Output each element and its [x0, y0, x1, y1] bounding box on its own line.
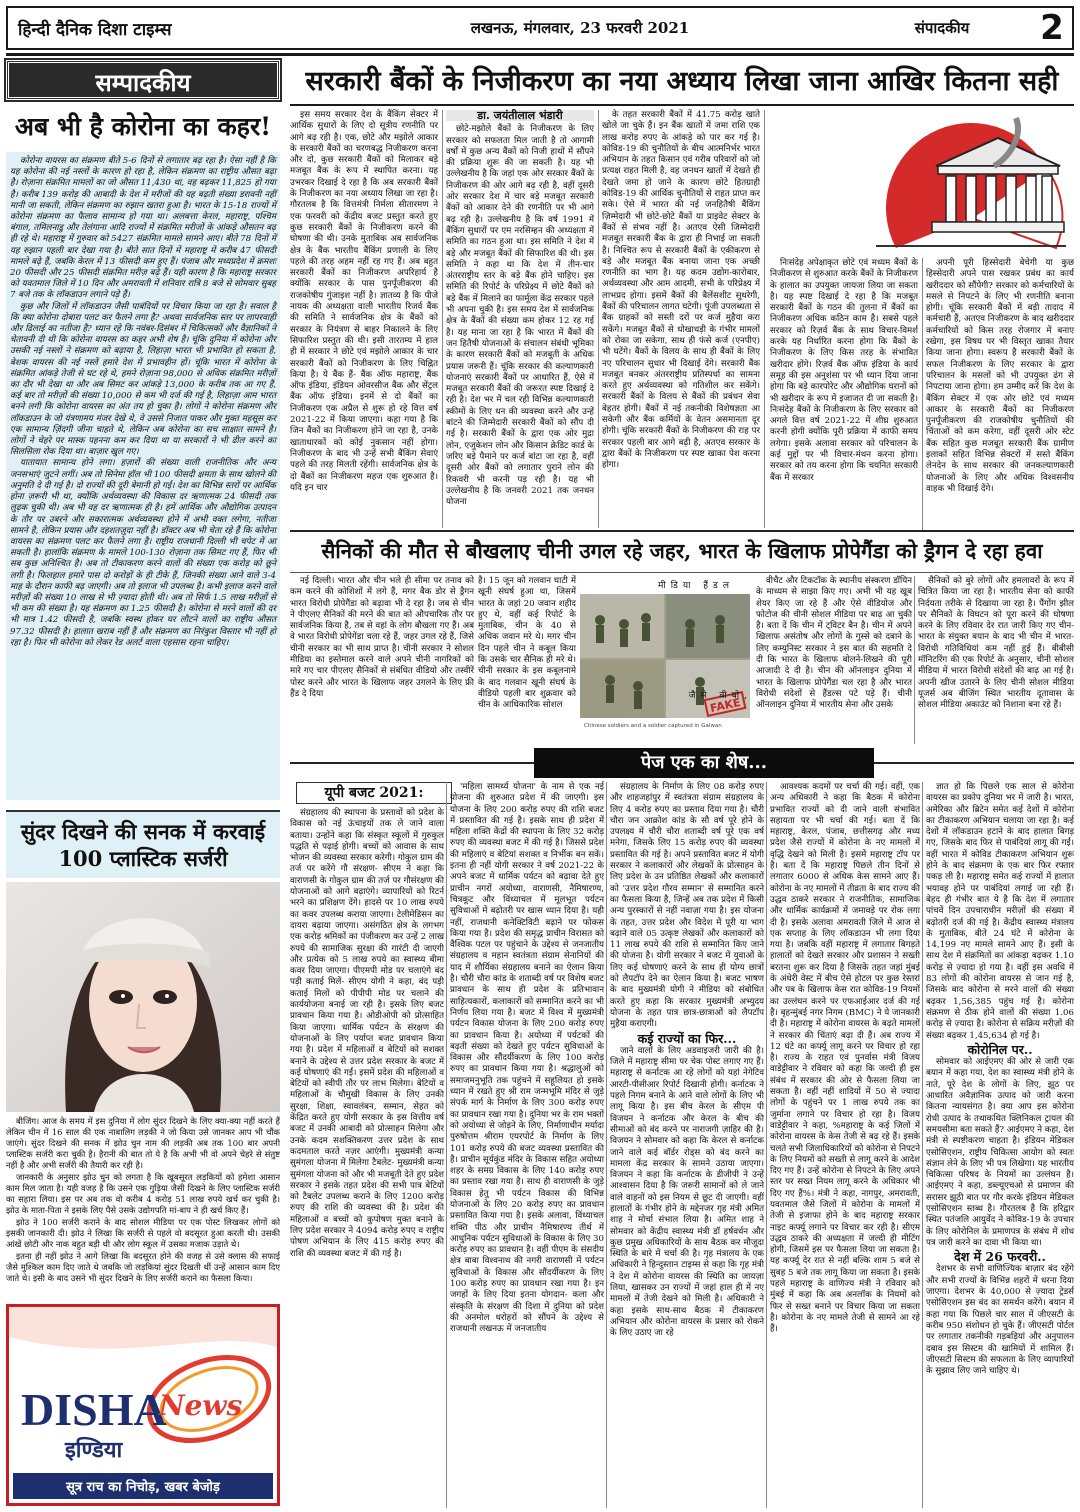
china-headline: सैनिकों की मौत से बौखलाए चीनी उगल रहे जहर, भारत के खिलाफ प्रोपेगैंडा को ड्रैगन दे रहा हवा [321, 539, 1043, 563]
budget-col-1-text: संग्रहालय की स्थापना के प्रस्तावों को प्रदेश के विकास को नई ऊंचाइयों तक ले जाने वाला बताया। उन्होंने कहा कि संस्कृत स्कूलों में गुरुकुल पद्धति से पढ़ाई होगी। बच्चों को आवास के साथ भोजन की व्यवस्था सरकार करेगी। गोकुल ग्राम की तर्ज पर करेंगे गौ संरक्षण- सीएम ने कहा कि वाराणसी के गोकुल ग्राम की तर्ज पर गौसंरक्षण की योजनाओं को आगे बढ़ाएंगे। व्यापारियों को रिटर्न भरने का प्रशिक्षण देंगे। हादसे पर 10 लाख रुपये का कवर उपलब्ध कराया जाएगा। टेलीमेडिसन का दायरा बढ़ाया जाएगा। असंगठित क्षेत्र के लगभग एक करोड़ श्रमिकों का पंजीकरण कर उन्हें 2 लाख रुपये की सामाजिक सुरक्षा की गारंटी दी जाएगी और प्रत्येक को 5 लाख रुपये का स्वास्थ्य बीमा कवर दिया जाएगा। पीएमपी मोड पर चलाएंगे बंद पड़ी कताई मिलें- सीएम योगी ने कहा, बंद पड़ी कताई मिलों को पीपीपी मोड पर चलाने की कार्ययोजना बनाई जा रही है। इसके लिए बजट प्रावधान किया गया है। ओडीओपी को प्रोत्साहित किया जाएगा। धार्मिक पर्यटन के संरक्षण की योजनाओं के लिए पर्याप्त बजट प्रावधान किया गया है। प्रदेश में महिलाओं व बेटियों को सशक्त बनाने के उद्देश्य से उत्तर प्रदेश सरकार के बजट में कई घोषणाएं की गईं। इसमें प्रदेश की महिलाओं व बेटियों को स्वीपी तौर पर लाभ मिलेगा। बेटियों व महिलाओं के चौमुखी विकास के लिए उनकी सुरक्षा, शिक्षा, स्वावलंबन, सम्मान, सेहत को केंद्रित करते हुए योगी सरकार के इस वित्तीय वर्ष बजट में उनकी आबादी को प्रोत्साहन मिलेगा और उनके कदम सशक्तिकरण उत्तर प्रदेश के साथ कदमताल करते नज़र आएंगी। मुख्यमंत्री कन्या सुमंगला योजना में मिलेगा टैबलेट- मुख्यमंत्री कन्या सुमंगला योजना को और भी मजबूती देते हुए प्रदेश सरकार ने इसके तहत प्रदेश की सभी पात्र बेटियों को टैबलेट उपलब्ध कराने के लिए 1200 करोड़ रुपए की राशि की व्यवस्था की है। प्रदेश की महिलाओं व बच्चों को कुपोषण मुक्त बनाने के लिए प्रदेश सरकार ने 4094 करोड़ रुपए व राष्ट्रीय पोषण अभियान के लिए 415 करोड़ रुपए की राशि की व्यवस्था बजट में की गई है। [290, 808, 444, 1259]
budget-col-2-text: 'महिला सामर्थ्य योजना' के नाम से एक नई योजना की शुरुआत प्रदेश में की जाएगी। इस योजना के लिए 200 करोड़ रुपए की राशि बजट में प्रस्तावित की गई है। इसके साथ ही प्रदेश में महिला शक्ति केंद्रों की स्थापना के लिए 32 करोड़ रुपए की व्यवस्था बजट में की गई है। जिससे प्रदेश की महिलाएं व बेटियां सशक्त व निर्भीक बन सकें। इतना ही नहीं योगी सरकार ने वर्ष 2021-22 के अपने बजट में धार्मिक पर्यटन को बढ़ावा देते हुए प्राचीन नगरों अयोध्या, वाराणसी, नैमिषारण्य, चित्रकूट और विंध्याचल में मूलभूत पर्यटन सुविधाओं में बढ़ोतरी पर खास ध्यान दिया है। यही नहीं, राजधानी कनेक्टिविटी बढ़ाने पर फोकस किया गया है। प्रदेश की समृद्ध प्राचीन विरासत को वैश्विक पटल पर पहुंचाने के उद्देश्य से जनजातीय संग्रहालय व महान स्वतंत्रता संग्राम सेनानियों की याद में शौर्यिका संग्रहालय बनाने का ऐलान किया है। चौरी चौरा कांड के शताब्दी वर्ष पर विशेष बजट प्रावधान के साथ ही प्रदेश के प्रतिभावान साहित्यकारों, कलाकारों को सम्मानित करने का भी निर्णय लिया गया है। बजट में विश्व में मुख्यमंत्री पर्यटन विकास योजना के लिए 200 करोड़ रुपए का प्रावधान किया है। अयोध्या में पर्यटकों की बढ़ती संख्या को देखते हुए पर्यटन सुविधाओं के विकास और सौंदर्यीकरण के लिए 100 करोड़ रुपए का प्रावधान किया गया है। श्रद्धालुओं को समाजमनुभूति तक पहुंचने में सहूलियत हो इसके ध्यान में रखते हुए श्री राम जन्मभूमि मंदिर से जुड़े संपर्क मार्ग के निर्माण के लिए 300 करोड़ रुपए का प्रावधान रखा गया है। दुनिया भर के राम भक्तों को अयोध्या से जोड़ने के लिए, निर्माणाधीन मर्यादा पुरुषोत्तम श्रीराम एयरपोर्ट के निर्माण के लिए 101 करोड़ रुपये की बजट व्यवस्था प्रस्तावित की है। प्राचीन सूर्यकुंड मंदिर के विकास सहित अयोध्या शहर के समग्र विकास के लिए 140 करोड़ रुपए का प्रस्ताव रखा गया है। साथ ही वाराणसी के जुड़े विकास हेतु भी पर्यटन विकास की विभिन्न योजनाओं के लिए 20 करोड़ रुपए का प्रावधान प्रस्तावित किया गया है। इसके अलावा, विंध्याचल शक्ति पीठ और प्राचीन नैमिषारण्य तीर्थ में आधुनिक पर्यटन सुविधाओं के विकास के लिए 30 करोड़ रुपए का प्रावधान है। वहीं पीएम के संसदीय क्षेत्र बाबा विश्वनाथ की नगरी वाराणसी में पर्यटन सुविधाओं के विकास और सौंदर्यीकरण के लिए 100 करोड़ रुपए का प्रावधान रखा गया है। इन जगहों के लिए दिया इतना योगदान- कला और संस्कृति के संरक्षण की दिशा में दुनिया को प्रदेश की अनमोल धरोहरों को सौंपने के उद्देश्य से राजधानी लखनऊ में जनजातीय [450, 782, 604, 1335]
byline: डा. जयंतीलाल भंडारी [446, 110, 594, 121]
budget-col-1 [290, 808, 444, 1508]
woman-portrait-image [6, 882, 280, 1112]
bank-col-3 [602, 110, 760, 528]
continuation-label: पेज एक का शेष... [534, 748, 874, 778]
china-col-1-text: नई दिल्ली। भारत और चीन भले ही सीमा पर तनाव को कम करने की कोशिशों में लगे हैं, मगर बैक डोर से ड्रैगन भारत विरोधी प्रोपेगैंडा को बढ़ावा भी दे रहा है। जब से चीन ने पीएलए सैनिकों की मरने की बात को औपचारिक तौर पर सार्वजनिक किया है, तब से वहां के लोग बौखला गए हैं। अब वे भारत विरोधी प्रोपेगेंडा चला रहे हैं, जहर उगल रहे हैं, जिसे चीनी सरकार का भी साथ प्राप्त है। चीनी सरकार ने सोशल मीडिया का इस्तेमाल करने वाले अपने चीनी नागरिकों को मारे गए चार पीएलए सैनिकों से संबंधित वीडियो और तस्वीरें पोस्ट करने और भारत के खिलाफ जहर उगलने के लिए फ्री हैंड दे दिया [290, 576, 474, 699]
china-soldiers-photo [580, 594, 750, 730]
surgery-paragraph: बीजिंग। आज के समय में इस दुनिया में लोग सुंदर दिखने के लिए क्या-क्या नहीं करते हैं लेकिन चीन में 16 साल की एक नाबालिग लड़की ने जो किया उसे जानकर आप भी चौंक जाएंगे। सुंदर दिखने की सनक में झोउ चुन नाम की लड़की अब तक 100 बार अपनी प्लास्टिक सर्जरी करा चुकी है। हैरानी की बात तो ये है कि अभी भी वो अपने चेहरे से संतुष्ट नहीं है और अभी सर्जरी की तैयारी कर रही है। [6, 1116, 280, 1170]
fake-stamp: FAKE [708, 695, 742, 716]
editorial-paragraph: कुछ और जिलों में लॉकडाउन जैसी पाबंदियों पर विचार किया जा रहा है। सवाल है कि क्या कोरोना दोबारा पलट कर फैलने लगा है? अथवा सार्वजनिक स्तर पर लापरवाही और ढिलाई का नतीजा है? ध्यान रहे कि नवंबर-दिसंबर में चिकित्सकों और वैज्ञानिकों ने चेतावनी दी थी कि कोरोना वायरस का कहर अभी शेष है। चूंकि दुनिया में कोरोना और उसकी नई नस्लों ने संक्रमण को बढ़ाया है, लिहाज़ा भारत भी प्रभावित हो सकता है, बेशक वायरस की नई नस्लें हमारे देश में प्रभावहीन हों। चूंकि भारत में कोरोना के संक्रमित आंकड़े तेजी से घट रहे थे, हमने रोज़ाना 98,000 से अधिक संक्रमित मरीज़ों का दौर भी देखा था और अब सिमट कर आंकड़े 13,000 के करीब तक आ गए हैं, कई बार तो मरीज़ों की संख्या 10,000 से कम भी दर्ज की गई है, लिहाज़ा आम भारत बनने लगी कि कोरोना वायरस का अंत तय हो चुका है। लोगों ने कोरोना संक्रमण और लॉकडाउन के जो यंत्रणामय मंजर देखे थे, वे उससे निजात पाकर और मुक्त महसूस कर एक सामान्य ज़िंदगी जीना चाहते थे, लेकिन अब कोरोना का सच साक्षात सामने है। लोगों ने चेहरे पर मास्क पहनना कम कर दिया था या सरकारों ने भी ढील करने का सिलसिला रोक दिया था। बाज़ार खुल गए। [10, 301, 276, 458]
china-col-2-top [478, 576, 576, 711]
page-number: 2 [1040, 8, 1064, 48]
editorial-body [6, 152, 280, 800]
budget-col-2 [450, 782, 604, 1508]
bank-col-5-text: अपनी पूरी हिस्सेदारी बेचेगी या कुछ हिस्सेदारी अपने पास रखकर प्रबंध का कार्य खरीददार को सौंपेगी? सरकार को कर्मचारियों के मसले से निपटने के लिए भी रणनीति बनाना होगी। चूंकि सरकारी बैंकों में बड़ी तादाद में कर्मचारी हैं, अतएव निजीकरण के बाद खरीददार कर्मचारियों को किस तरह रोजगार में बनाए रखेगा, इस विषय पर भी विस्तृत खाका तैयार किया जाना होगा। स्वरूप है सरकारी बैंकों के सफल निजीकरण के लिए सरकार के द्वारा परिचालन के मसलों को भी उपयुक्त ढंग से निपटाया जाना होगा। हम उम्मीद करें कि देश के बैंकिंग सेक्टर में एक ओर छोटे एवं मध्यम आकार के सरकारी बैंकों का निजीकरण पुनर्पूंजीकरण की राजकोषीय चुनौतियों की चिंताओं को कम करेगा, वहीं दूसरी ओर स्टेट बैंक सहित कुछ मजबूत सरकारी बैंक ग्रामीण इलाकों सहित विभिन्न सेक्टरों में सस्ते बैंकिंग लेनदेन के साथ सरकार की जनकल्याणकारी योजनाओं के लिए और अधिक विश्वसनीय वाहक भी दिखाई देंगे। [926, 258, 1074, 494]
continuation-band [290, 748, 1074, 778]
column-rule [922, 782, 923, 1508]
column-rule [766, 782, 767, 1508]
china-col-2-text: है। 15 जून को गलवान घाटी में खूनी संघर्ष हुआ था, जिसमें भारत के जहां 20 जवान शहीद हुए थे, वहीं कई रिपोर्ट के मुताबिक, चीन के 40 से अधिक जवान मरे थे। मगर चीन दिन पहले चीन ने कबूल किया कि उसके चार सैनिक ही मरे थे। चीनी सरकार के इस कबूलनामे के बाद गलवान खूनी संघर्ष के वीडियो पहली बार शुक्रवार को चीन के आधिकारिक सोशल [478, 576, 576, 711]
dateline: लखनऊ, मंगलवार, 23 फरवरी 2021 [470, 19, 690, 37]
ad-subtitle: इण्डिया [65, 1438, 123, 1463]
ad-brand-script: News [159, 1389, 243, 1422]
column-rule [446, 782, 447, 1508]
ad-tagline: सूत्र राच का निचोड़, खबर बेजोड़ [66, 1480, 220, 1495]
surgery-paragraph: झोउ ने 100 सर्जरी कराने के बाद सोशल मीडिया पर एक पोस्ट लिखकर लोगों को इसकी जानकारी दी। झोउ ने लिखा कि सर्जरी से पहले वो बदसूरत हुआ करती थी। उसकी आंखें छोटी और नाक बहुत बड़ी थी और लोग स्कूल में उसका मजाक उड़ाते थे। [6, 1217, 280, 1249]
budget-col-3 [610, 782, 764, 1508]
bank-col-2 [446, 110, 594, 528]
main-headline-rule [290, 104, 1074, 106]
budget-col-4-text: आवश्यक कदमों पर चर्चा की गई। वहीं, एक अन्य अधिकारी ने कहा कि बैठक में कोरोना प्रभावित राज्यों को दी जाने वाली संभावित सहायता पर भी चर्चा की गई। बता दें कि महाराष्ट्र, केरल, पंजाब, छत्तीसगढ़ और मध्य प्रदेश जैसे राज्यों में कोरोना के नए मामलों में वृद्धि देखने को मिली है। इसमें महाराष्ट्र टॉप पर है। बता दें कि महाराष्ट्र पिछले तीन दिनों से लगातार 6000 से अधिक केस सामने आए हैं। कोरोना के नए मामलों में तीव्रता के बाद राज्य की उद्धव ठाकरे सरकार ने राजनीतिक, सामाजिक और धार्मिक कार्यक्रमों में जमावड़े पर रोक लगा दी है। इसके अलावा अमरावती जिले में आज से एक सप्ताह के लिए लॉकडाउन भी लगा दिया गया है। जबकि वहीं महाराष्ट्र में लगातार बिगड़ते हालातों को देखते सरकार और प्रशासन ने सख्ती बरतना शुरू कर दिया है जिसके तहत जहां मुंबई के अंधेरी वेस्ट में बीच ऐसे होटल पर कुछ रेस्तरां और पब के खिलाफ केस रात कोविड-19 नियमों का उल्लंघन करने पर एफआईआर दर्ज की गई है। बृहन्मुंबई नगर निगम (BMC) ने ये जानकारी दी है। महाराष्ट्र में कोरोना वायरस के बढ़ते मामलों ने सरकार की चिंताएं बढ़ा दी हैं। अब राज्य में 12 घंटे का कर्फ्यू लागू करने पर विचार हो रहा है। राज्य के राहत एवं पुनर्वास मंत्री विजय वाडेट्टीवार ने रविवार को कहा कि जल्दी ही इस संबंध में सरकार की ओर से फैसला लिया जा सकता है। वहीं नहीं शादियों में 50 से ज्यादा लोगों के पहुंचने पर 1 लाख रुपये तक का जुर्माना लगाने पर विचार हो रहा है। विजय वाडेट्टीवार ने कहा, %महाराष्ट्र के कई जिलों में कोरोना वायरस के केस तेजी से बढ़ रहे हैं। इसके चलते सभी जिलाधिकारियों को कोरोना से निपटने के लिए नियमों को सख्ती से लागू करने के आदेश दिए गए हैं। उन्हें कोरोना से निपटने के लिए अपने स्तर पर सख्त नियम लागू करने के अधिकार भी दिए गए हैं%। मंत्री ने कहा, नागपुर, अमरावती, यवतमाल जैसे जिलों में कोरोना के मामलों में तेजी से इजाफा होने के बाद महाराष्ट्र सरकार नाइट कर्फ्यू लगाने पर विचार कर रही है। सीएम उद्धव ठाकरे की अध्यक्षता में जल्दी ही मीटिंग होगी, जिसमें इस पर फैसला लिया जा सकता है। यह कर्फ्यू देर रात से नहीं बल्कि शाम 5 बजे से सुबह 5 बजे तक लागू किया जा सकता है। इसके पहले महाराष्ट्र के वाणिज्य मंत्री ने रविवार को मुंबई में कहा कि अब अनलॉक के नियमों को फिर से सख्त बनाने पर विचार किया जा सकता है। कोरोना के नए मामले तेजी से सामने आ रहे हैं। [770, 782, 920, 1335]
bank-col-5 [926, 258, 1074, 530]
left-column [6, 60, 280, 1506]
coronil-subhead: कोरोनिल पर.. [967, 1041, 1033, 1057]
budget-col-4 [770, 782, 920, 1508]
bank-col-1 [290, 110, 438, 528]
bank-col-1-text: इस समय सरकार देश के बैंकिंग सेक्टर में आर्थिक सुधारों के लिए दो सूत्रीय रणनीति पर आगे बढ़ रही है। एक, छोटे और मझोले आकार के सरकारी बैंकों का चरणबद्ध निजीकरण करना और दो, कुछ सरकारी बैंकों को मिलाकर बड़े मजबूत बैंक के रूप में स्थापित करना। यह उभरकर दिखाई दे रहा है कि अब सरकारी बैंकों के निजीकरण का नया अध्याय लिखा जा रहा है। गौरतलब है कि वित्तमंत्री निर्मला सीतारमण ने एक फरवरी को केंद्रीय बजट प्रस्तुत करते हुए कुछ सरकारी बैंकों के निजीकरण करने की घोषणा की थी। उनके मुताबिक अब सार्वजनिक क्षेत्र के बैंक भारतीय बैंकिंग प्रणाली के लिए पहले की तरह अहम नहीं रह गए हैं। अब बहुत सरकारी बैंकों का निजीकरण अपरिहार्य है क्योंकि सरकार के पास पुनर्पूंजीकरण की राजकोषीय गुंजाइश नहीं है। ज्ञातव्य है कि पीजे नायक की अध्यक्षता वाली भारतीय रिजर्व बैंक की समिति ने सार्वजनिक क्षेत्र के बैंकों को सरकार के नियंत्रण से बाहर निकालने के लिए सिफारिश प्रस्तुत की थी। इसी तारतम्य में हाल ही में सरकार ने छोटे एवं मझोले आकार के चार सरकारी बैंकों को निजीकरण के लिए चिह्नित किया है। ये बैंक हैं- बैंक ऑफ महाराष्ट्र, बैंक ऑफ इंडिया, इंडियन ओवरसीज बैंक और सेंट्रल बैंक ऑफ इंडिया। इनमें से दो बैंकों का निजीकरण एक अप्रैल से शुरू हो रहे वित्त वर्ष 2021-22 में किया जाएगा। कहा गया है कि जिन बैंकों का निजीकरण होने जा रहा है, उनके खाताधारकों को कोई नुकसान नहीं होगा। निजीकरण के बाद भी उन्हें सभी बैंकिंग सेवाएं पहले की तरह मिलती रहेंगी। सार्वजनिक क्षेत्र के दो बैंकों का निजीकरण महज एक शुरुआत है। यदि इन चार [290, 110, 438, 493]
section-rule [290, 572, 1074, 573]
editorial-paragraph: यातायात सामान्य होने लगा। हज़ारों की संख्या वाली राजनीतिक और अन्य जनसभाएं जुटने लगीं। अब तो सिनेमा हॉल भी 100 फीसदी क्षमता के साथ खोलने की अनुमति दे दी गई है। दो राज्यों की दूरी बेमानी हो गई। देश का विभिन्न स्तरों पर आर्थिक होना ज़रूरी भी था, क्योंकि अर्थव्यवस्था की विकास दर ऋणात्मक 24 फीसदी तक लुढ़क चुकी थी। अब भी वह दर ऋणात्मक ही है। हमें आर्थिक और औद्योगिक उत्पादन के तौर पर उबरने और सकारात्मक अर्थव्यवस्था होने में अभी वक्त लगेगा, नतीजा सामने है, लेकिन प्रयास और दहशतज़ुदा नहीं है। डॉक्टर अब भी चेता रहे हैं कि कोरोना वायरस का संक्रमण पलट कर फैलने लगा है। राष्ट्रीय राजधानी दिल्ली भी चपेट में आ सकती है। हालांकि संक्रमण के मामले 100-130 रोज़ाना तक सिमट गए हैं, फिर भी सब कुछ अनिश्चित है। अब तो टीकाकरण करने वालों की संख्या एक करोड़ को छूने लगी है। फिलहाल हमारे पास दो करोड़ों के ही टीके हैं, जिनकी संख्या आने वाले 3-4 माह के दौरान काफी बढ़ जाएगी। अब तो इलाज भी उपलब्ध है। कभी इलाज करने वाले मरीज़ों की संख्या 10 लाख से भी ज़्यादा होती थी। अब तो सिर्फ 1.5 लाख मरीज़ों से भी कम की संख्या है। यह संक्रमण का 1.25 फीसदी है। कोरोना से मरने वालों की दर भी मात्र 1.42 फीसदी है, जबकि स्वस्थ होकर घर लौटने वालों का राष्ट्रीय औसत 97.32 फीसदी है। हालात खराब नहीं हैं और संक्रमण का निरंकुश विस्तार भी नहीं हो रहा है। फिर भी कोरोना को लेकर रेड अलर्ट वाला एहसास रहना चाहिए। [10, 458, 276, 648]
budget-col-3b-text: जाने वालों के लिए अडवाइजरी जारी की है। जिले में महाराष्ट्र सीमा पर चेक पोस्ट लगाए गए हैं। महाराष्ट्र से कर्नाटक आ रहे लोगों को यहां नेगेटिव आरटी-पीसीआर रिपोर्ट दिखानी होगी। कर्नाटक ने पहले निगम बनाने के आने वाले लोगों के लिए भी लागू किया है। इस बीच केरल के सीएम पी विजयन ने कर्नाटक और केरल के बीच की सीमाओं को बंद करने पर नाराजगी ज़ाहिर की है। विजयन ने सोमवार को कहा कि केरल से कर्नाटक जाने वाले कई बॉर्डर रोड्स को बंद करने का मामला केंद्र सरकार के सामने उठाया जाएगा। विजयन ने कहा कि कर्नाटक के डीजीपी ने उन्हें आश्वासन दिया है कि जरूरी सामानों को ले जाने वाले वाहनों को इस नियम से छूट दी जाएगी। वहीं हालातों के गंभीर होने के मद्देनजर गृह मंत्री अमित शाह ने मोर्चा संभाल लिया है। अमित शाह ने सोमवार को केंद्रीय स्वास्थ्य मंत्री डॉ हर्षवर्धन और कुछ प्रमुख अधिकारियों के साथ बैठक कर मौजूदा स्थिति के बारे में चर्चा की है। गृह मंत्रालय के एक अधिकारी ने हिन्दुस्तान टाइम्स से कहा कि गृह मंत्री ने देश में कोरोना वायरस की स्थिति का जायज़ा लिया, खासकर उन राज्यों में जहां हाल ही में नए मामलों में तेजी देखने को मिली है। अधिकारी ने कहा इसके साथ-साथ बैठक में टीकाकरण अभियान और कोरोना वायरस के प्रसार को रोकने के लिए उठाए जा रहे [610, 1045, 764, 1339]
paper-name: हिन्दी दैनिक दिशा टाइम्स [18, 19, 172, 40]
surgery-paragraph: इतना ही नहीं झोउ ने आगे लिखा कि बदसूरत होने की वजह से उसे क्लास की सफाई जैसे मुश्किल काम दिए जाते थे जबकि जो लड़कियां सुंदर दिखती थीं उन्हें आसान काम दिए जाते थे। इसी के बाद उसने भी सुंदर दिखने के लिए सर्जरी कराने का फैसला किया। [6, 1251, 280, 1283]
column-rule [922, 258, 923, 530]
states-subhead: कई राज्यों का फिर... [637, 1030, 737, 1046]
disha-news-logo [9, 1307, 277, 1503]
editorial-paragraph: कोरोना वायरस का संक्रमण बीते 5-6 दिनों से लगातार बढ़ रहा है। ऐसा नहीं है कि यह कोरोना की नई नस्लों के कारण हो रहा है, लेकिन संक्रमण का राष्ट्रीय औसत बढ़ा है। रोज़ाना संक्रमित मामलों का जो औसत 11,430 था, वह बढ़कर 11,825 हो गया है। करीब 139 करोड़ की आबादी के देश में मरीजों की यह बढ़ती संख्या डरावनी नहीं मानी जा सकती, लेकिन संक्रमण का रुझान खतरा हुआ है। भारत के 15-18 राज्यों में कोरोना संक्रमण का फैलाव सामान्य हो गया था। अलबत्ता केरल, महाराष्ट्र, पश्चिम बंगाल, तमिलनाडु और तेलंगाना आदि राज्यों में संक्रमित मरीजों के आंकड़े औसतन बढ़ ही रहे थे। महाराष्ट्र में गुरुवार को 5427 संक्रमित मामले सामने आए। बीते 78 दिनों में यह रुझान पहली बार देखा गया है। बीते सात दिनों में महाराष्ट्र में करीब 47 फीसदी मामले बढ़े हैं, जबकि केरल में 13 फीसदी कम हुए हैं। पंजाब और मध्यप्रदेश में क्रमशः 20 फीसदी और 25 फीसदी संक्रमित मरीज़ बढ़े हैं। यही कारण है कि महाराष्ट्र सरकार को यवतमाल जिले में 10 दिन और अमरावती में शनिवार रात्रि 8 बजे से सोमवार सुबह 7 बजे तक के लॉकडाउन लगाने पड़े हैं। [10, 156, 276, 301]
column-rule [442, 110, 443, 528]
bandh-subhead: देश में 26 फरवरी.. [954, 1249, 1046, 1265]
bank-illustration [866, 108, 1074, 256]
section-name: संपादकीय [914, 19, 970, 37]
bank-col-4-text: निःसंदेह अपेक्षाकृत छोटे एवं मध्यम बैंकों के निजीकरण से शुरुआत करके बैंकों के निजीकरण के हालात का उपयुक्त जायजा लिया जा सकता है। यह स्पष्ट दिखाई दे रहा है कि मजबूत सरकारी बैंकों के गठन की तुलना में बैंकों का निजीकरण अधिक कठिन काम है। सबसे पहले सरकार को रिज़र्व बैंक के साथ विचार-विमर्श करके यह निर्धारित करना होगा कि बैंकों के निजीकरण के लिए किस तरह के संभावित खरीदार होंगे। रिज़र्व बैंक ऑफ इंडिया के कार्य समूह की इस अनुशंसा पर भी ध्यान दिया जाना होगा कि बड़े कारपोरेट और औद्योगिक घरानों को भी खरीदार के रूप में इजाजत दी जा सकती है। निःसंदेह बैंकों के निजीकरण के लिए सरकार को अगले वित्त वर्ष 2021-22 में शीघ्र शुरुआत करनी होगी क्योंकि पूरी प्रक्रिया में काफी समय लगेगा। इसके अलावा सरकार को परिचालन के कई मुद्दों पर भी विचार-मंथन करना होगा। सरकार को तय करना होगा कि चयनित सरकारी बैंक में सरकार [770, 258, 918, 483]
ad-brand: DISHA [21, 1384, 167, 1435]
china-col-3 [756, 576, 912, 744]
china-col-3-text: वीचैट और टिकटॉक के स्थानीय संस्करण डॉयिन के माध्यम से साझा किए गए। अभी भी यह खूब शेयर किए जा रहे हैं और ऐसे वीडियोज और फोटोज की चीनी सोशल मीडिया पर बाढ़ आ चुकी है। बता दें कि चीन में ट्विटर बैन है। चीन में अपने खिलाफ असंतोष और लोगों के गुस्से को दबाने के लिए कम्युनिस्ट सरकार ने इस बात की सहमति दे दी कि भारत के खिलाफ बोलने-लिखने की पूरी आजादी दे दी है। चीन की ऑनलाइन दुनिया में भारत के खिलाफ प्रोपेगैंडा चल रहा है और भारत विरोधी संदेशों से हैंडल्स पटे पड़े हैं। चीनी ऑनलाइन दुनिया में भारतीय सेना और उसके [756, 576, 912, 711]
column-rule [606, 782, 607, 1508]
budget-col-5 [926, 782, 1074, 1508]
bank-col-4 [770, 258, 918, 530]
china-col-4 [918, 576, 1074, 744]
masthead-rule [6, 53, 1074, 56]
column-rule [764, 110, 765, 528]
masthead [6, 6, 1074, 50]
column-rule [914, 576, 915, 744]
budget-col-5-text: ज्ञात हो कि पिछले एक साल से कोरोना वायरस का प्रकोप दुनिया भर में जारी है। भारत, अमेरिका और ब्रिटेन समेत कई देशों में कोरोना का टीकाकरण अभियान चलाया जा रहा है। कई देशों में लॉकडाउन हटाने के बाद हालात बिगड़ गए, जिसके बाद फिर से पाबंदियां लागू की गईं। वहीं भारत में कोविड टीकाकरण अभियान शुरू होने के बाद संक्रमण के एक बार फिर रफ्तार पकड़ ली है। महाराष्ट्र समेत कई राज्यों में हालात भयावह होने पर पाबंदियां लगाई जा रही हैं। बेहद ही गंभीर बात ये है कि देश में लगातार पांचवें दिन उपचाराधीन मरीज़ों की संख्या में बढ़ोतरी दर्ज की गई है। केंद्रीय स्वास्थ्य मंत्रालय के मुताबिक, बीते 24 घंटे में कोरोना के 14,199 नए मामले सामने आए हैं। इसी के साथ देश में संक्रमितों का आंकड़ा बढ़कर 1.10 करोड़ से ज़्यादा हो गया है। वहीं इस अवधि में 83 लोगों की कोरोना वायरस से जान गई है, जिसके बाद कोरोना से मरने वालों की संख्या बढ़कर 1,56,385 पहुंच गई है। कोरोना संक्रमण से ठीक होने वालों की संख्या 1.06 करोड़ से ज़्यादा है। कोरोना से सक्रिय मरीज़ों की संख्या बढ़कर 1,45,634 हो गई है। [926, 782, 1074, 1041]
soldiers-collage-image [580, 594, 750, 730]
bank-col-3-text: के तहत सरकारी बैंकों में 41.75 करोड़ खाते खोले जा चुके हैं। इन बैंक खातों में जमा राशि एक लाख करोड़ रुपए के आंकड़े को पार कर गई है। कोविड-19 की चुनौतियों के बीच आत्मनिर्भर भारत अभियान के तहत किसान एवं गरीब परिवारों को जो प्रत्यक्ष राहत मिली है, वह जनधन खातों में देखते ही देखते जमा हो जाने के कारण छोटे हितग्राही कोविड-19 की आर्थिक चुनौतियों से राहत प्राप्त कर सके। ऐसे में भारत की नई जनहितैषी बैंकिंग ज़िम्मेदारी भी छोटे-छोटे बैंकों या प्राइवेट सेक्टर के बैंकों से संभव नहीं है। अतएव ऐसी जिम्मेदारी मजबूत सरकारी बैंक के द्वारा ही निभाई जा सकती है। निश्चित रूप से सरकारी बैंकों के एकीकरण से बड़े और मजबूत बैंक बनाया जाना एक अच्छी रणनीति का भाग है। यह कदम उद्योग-कारोबार, अर्थव्यवस्था और आम आदमी, सभी के परिप्रेक्ष्य में लाभप्रद होगा। इसमें बैंकों की बैलेंसशीट सुधरेगी, बैंकों की परिचालन लागत घटेगी। पूंजी उपलब्धता से बैंक ग्राहकों को सस्ती दरों पर कर्ज मुहैया करा सकेंगे। मजबूत बैंकों से धोखाधड़ी के गंभीर मामलों को रोका जा सकेगा, साथ ही फंसे कर्ज (एनपीए) भी घटेंगे। बैंकों के विलय के साथ ही बैंकों के लिए नए परिचालन सुधार भी दिखाई देंगे। सरकारी बैंक मजबूत बनकर अंतरराष्ट्रीय प्रतिस्पर्धा का सामना करते हुए अर्थव्यवस्था को गतिशील कर सकेंगे। सरकारी बैंकों के विलय से बैंकों की प्रबंधन सेवा बेहतर होगी। बैंकों में नई तकनीकी विशेषज्ञता आ सकेगी और बैंक कर्मियों के वेतन असमानता दूर होगी। चूंकि सरकारी बैंकों के निजीकरण की राह पर सरकार पहली बार आगे बढ़ी है, अतएव सरकार के द्वारा बैंकों के निजीकरण पर स्पष्ट खाका पेश करना होगा। [602, 110, 760, 471]
budget-col-5-text: सोमवार को आईएमए की ओर से जारी एक बयान में कहा गया, देश का स्वास्थ्य मंत्री होने के नाते, पूरे देश के लोगों के लिए, झूठ पर आधारित अवैज्ञानिक उत्पाद को जारी करना कितना न्यायसंगत है। क्या आप इस कोरोना रोधी उत्पाद के तथाकथित क्लिनिकल ट्रायल की समयसीमा बता सकते हैं? आईएमए ने कहा, देश मंत्री से स्पष्टीकरण चाहता है। इंडियन मेडिकल एसोसिएशन, राष्ट्रीय चिकित्सा आयोग को स्वतः संज्ञान लेने के लिए भी पत्र लिखेगा। यह भारतीय चिकित्सा परिषद के नियमों का उल्लंघन है। आईएमए ने कहा, डब्ल्यूएचओ से प्रमाणन की सरासर झूठी बात पर गौर करके इंडियन मेडिकल एसोसिएशन स्तब्ध है। गौरतलब है कि हरिद्वार स्थित पतंजलि आयुर्वेद ने कोविड-19 के उपचार के लिए कोरोनिल के प्रमाणपत्र के संबंध में शोध पत्र जारी करने का दावा भी किया था। [926, 1057, 1074, 1248]
disha-news-ad[interactable] [6, 1304, 280, 1506]
section-badge: सम्पादकीय [6, 60, 280, 100]
bank-building-icon [866, 108, 1074, 256]
main-headline: सरकारी बैंकों के निजीकरण का नया अध्याय लिखा जाना आखिर कितना सही [305, 66, 1059, 97]
surgery-paragraph: जानकारी के अनुसार झोउ चुन को लगता है कि खूबसूरत लड़कियों को हमेशा आसान काम मिल जाता है। यही वजह है कि उसने एक गुड़िया जैसी दिखने के लिए प्लास्टिक सर्जरी का सहारा लिया। इस पर अब तक वो करीब 4 करोड़ 51 लाख रुपये खर्च कर चुकी है। झोउ के माता-पिता ने इसके लिए पैसे उसके उद्योगपति मां-बाप ने ही खर्च किए हैं। [6, 1172, 280, 1215]
photo-caption: Chinese soldiers and a soldier captured in Galwan [584, 723, 722, 729]
column-rule [598, 110, 599, 528]
editorial-title: अब भी है कोरोना का कहर! [14, 112, 272, 141]
china-col-4-text: सैनिकों को बुरे लोगों और हमलावरों के रूप में चित्रित किया जा रहा है। भारतीय सेना को काफी निर्दयता तरीके से दिखाया जा रहा है। पैंगोंग झील पर सैनिकों के विघटन को पूरा करने की घोषणा करने के लिए रविवार देर रात जारी किए गए चीन-भारत के संयुक्त बयान के बाद भी चीन में भारत-विरोधी गतिविधियां कम नहीं हुई हैं। बीबीसी मॉनिटरिंग की एक रिपोर्ट के अनुसार, चीनी सोशल मीडिया में भारत विरोधी संदेशों की बाढ़ आ गई है। अपनी खीज उतारने के लिए चीनी सोशल मीडिया यूजर्स अब बीजिंग स्थित भारतीय दूतावास के सोशल मीडिया अकाउंट को निशाना बना रहे हैं। [918, 576, 1074, 711]
media-credit-2: जैसे वीबो, [688, 691, 752, 701]
surgery-headline: सुंदर दिखने की सनक में करवाई 100 प्लास्टिक सर्जरी [6, 810, 280, 878]
budget-col-3-text: संग्रहालय के निर्माण के लिए 08 करोड़ रुपए और शाहजहांपुर में स्वतंत्रता संग्राम संग्रहालय के लिए 4 करोड़ रुपए का प्रस्ताव दिया गया है। चौरी चौरा जन आक्रोश कांड के सौ वर्ष पूरे होने के उपलक्ष्य में चौरी चौरा शताब्दी वर्ष पूरे एक वर्ष मनेगा, जिसके लिए 15 करोड़ रुपए की व्यवस्था प्रस्तावित की गई है। अपने प्रस्तावित बजट में योगी सरकार ने कलाकारों और लेखकों के प्रोत्साहन के लिए प्रदेश के उन प्रतिष्ठित लेखकों और कलाकारों को 'उत्तर प्रदेश गौरव सम्मान' से सम्मानित करने का फैसला किया है, जिन्हें अब तक प्रदेश में किसी अन्य पुरस्कारों से नहीं नवाज़ा गया है। इस योजना के तहत, उत्तर प्रदेश और विदेश में पूरी या भाग बढ़ाने वाले 05 उत्कृष्ट लेखकों और कलाकारों को 11 लाख रुपये की राशि से सम्मानित किए जाने की योजना है। योगी सरकार ने बजट में युवाओं के लिए कई घोषणाएं करने के साथ ही योग्य छात्रों को लैपटॉप देने का ऐलान किया है। बजट भाषण के बाद मुख्यमंत्री योगी ने मीडिया को संबोधित करते हुए कहा कि सरकार मुख्यमंत्री अभ्युदय योजना के तहत पात्र छात्र-छात्राओं को लैपटॉप मुहैया कराएगी। [610, 782, 764, 1030]
woman-photo [6, 882, 280, 1112]
bank-col-2-text: छोटे-मझोले बैंकों के निजीकरण के लिए सरकार को सफलता मिल जाती है तो आगामी वर्षों में कुछ अन्य बैंकों को निजी हाथों में सौंपने की प्रक्रिया शुरू की जा सकती है। यह भी उल्लेखनीय है कि जहां एक ओर सरकार बैंकों के निजीकरण की ओर आगे बढ़ रही है, वहीं दूसरी ओर सरकार देश में चार बड़े मजबूत सरकारी बैंकों को आकार देने की रणनीति पर भी आगे बढ़ रही है। उल्लेखनीय है कि वर्ष 1991 में बैंकिंग सुधारों पर एम नरसिम्हन की अध्यक्षता में समिति का गठन हुआ था। इस समिति ने देश में बड़े और मजबूत बैंकों की सिफारिश की थी। इस समिति ने कहा था कि देश में तीन-चार अंतरराष्ट्रीय स्तर के बड़े बैंक होने चाहिए। इस समिति की रिपोर्ट के परिप्रेक्ष्य में छोटे बैंकों को बड़े बैंक में मिलाने का फार्मूला केंद्र सरकार पहले भी अपना चुकी है। इस समय देश में सार्वजनिक क्षेत्र के बैंकों की संख्या कम होकर 12 रह गई है। यह माना जा रहा है कि भारत में बैंकों की जन हितैषी योजनाओं के संचालन संबंधी भूमिका के कारण सरकारी बैंकों को मजबूती के अधिक प्रयास जरूरी हैं। चूंकि सरकार की कल्याणकारी योजनाएं सरकारी बैंकों पर आधारित हैं, ऐसे में मजबूत सरकारी बैंकों की जरूरत स्पष्ट दिखाई दे रही है। देश भर में चल रही विभिन्न कल्याणकारी स्कीमों के लिए धन की व्यवस्था करने और उन्हें बांटने की जिम्मेदारी सरकारी बैंकों को सौंप दी गई है। सरकारी बैंकों के द्वारा एक ओर मुद्रा लोन, एजुकेशन लोन और किसान क्रेडिट कार्ड के जरिए बड़े पैमाने पर कर्ज बांटा जा रहा है, वहीं दूसरी ओर बैंकों को लगातार पुराने लोन की रिकवरी भी करनी पड़ रही है। यह भी उल्लेखनीय है कि जनवरी 2021 तक जनधन योजना [446, 124, 594, 508]
budget-col-5-text: देशभर के सभी वाणिज्यिक बाज़ार बंद रहेंगे और सभी राज्यों के विभिन्न शहरों में धरना दिया जाएगा। देशभर के 40,000 से ज़्यादा ट्रेडर्स एसोसिएशन इस बंद का समर्थन करेंगे। बयान में कहा गया कि पिछले चार साल में जीएसटी के करीब 950 संशोधन हो चुके हैं। जीएसटी पोर्टल पर लगातार तकनीकी गड़बड़ियां और अनुपालन दबाव इस सिस्टम की खामियों में शामिल हैं। जीएसटी सिस्टम की सफलता के लिए व्यापारियों के सुझाव लिए जाने चाहिए थे। [926, 1264, 1074, 1377]
china-col-1 [290, 576, 474, 744]
media-credit-1: मीडिया हैंडल [658, 581, 734, 591]
up-budget-tag: यूपी बजट 2021: [296, 782, 452, 804]
